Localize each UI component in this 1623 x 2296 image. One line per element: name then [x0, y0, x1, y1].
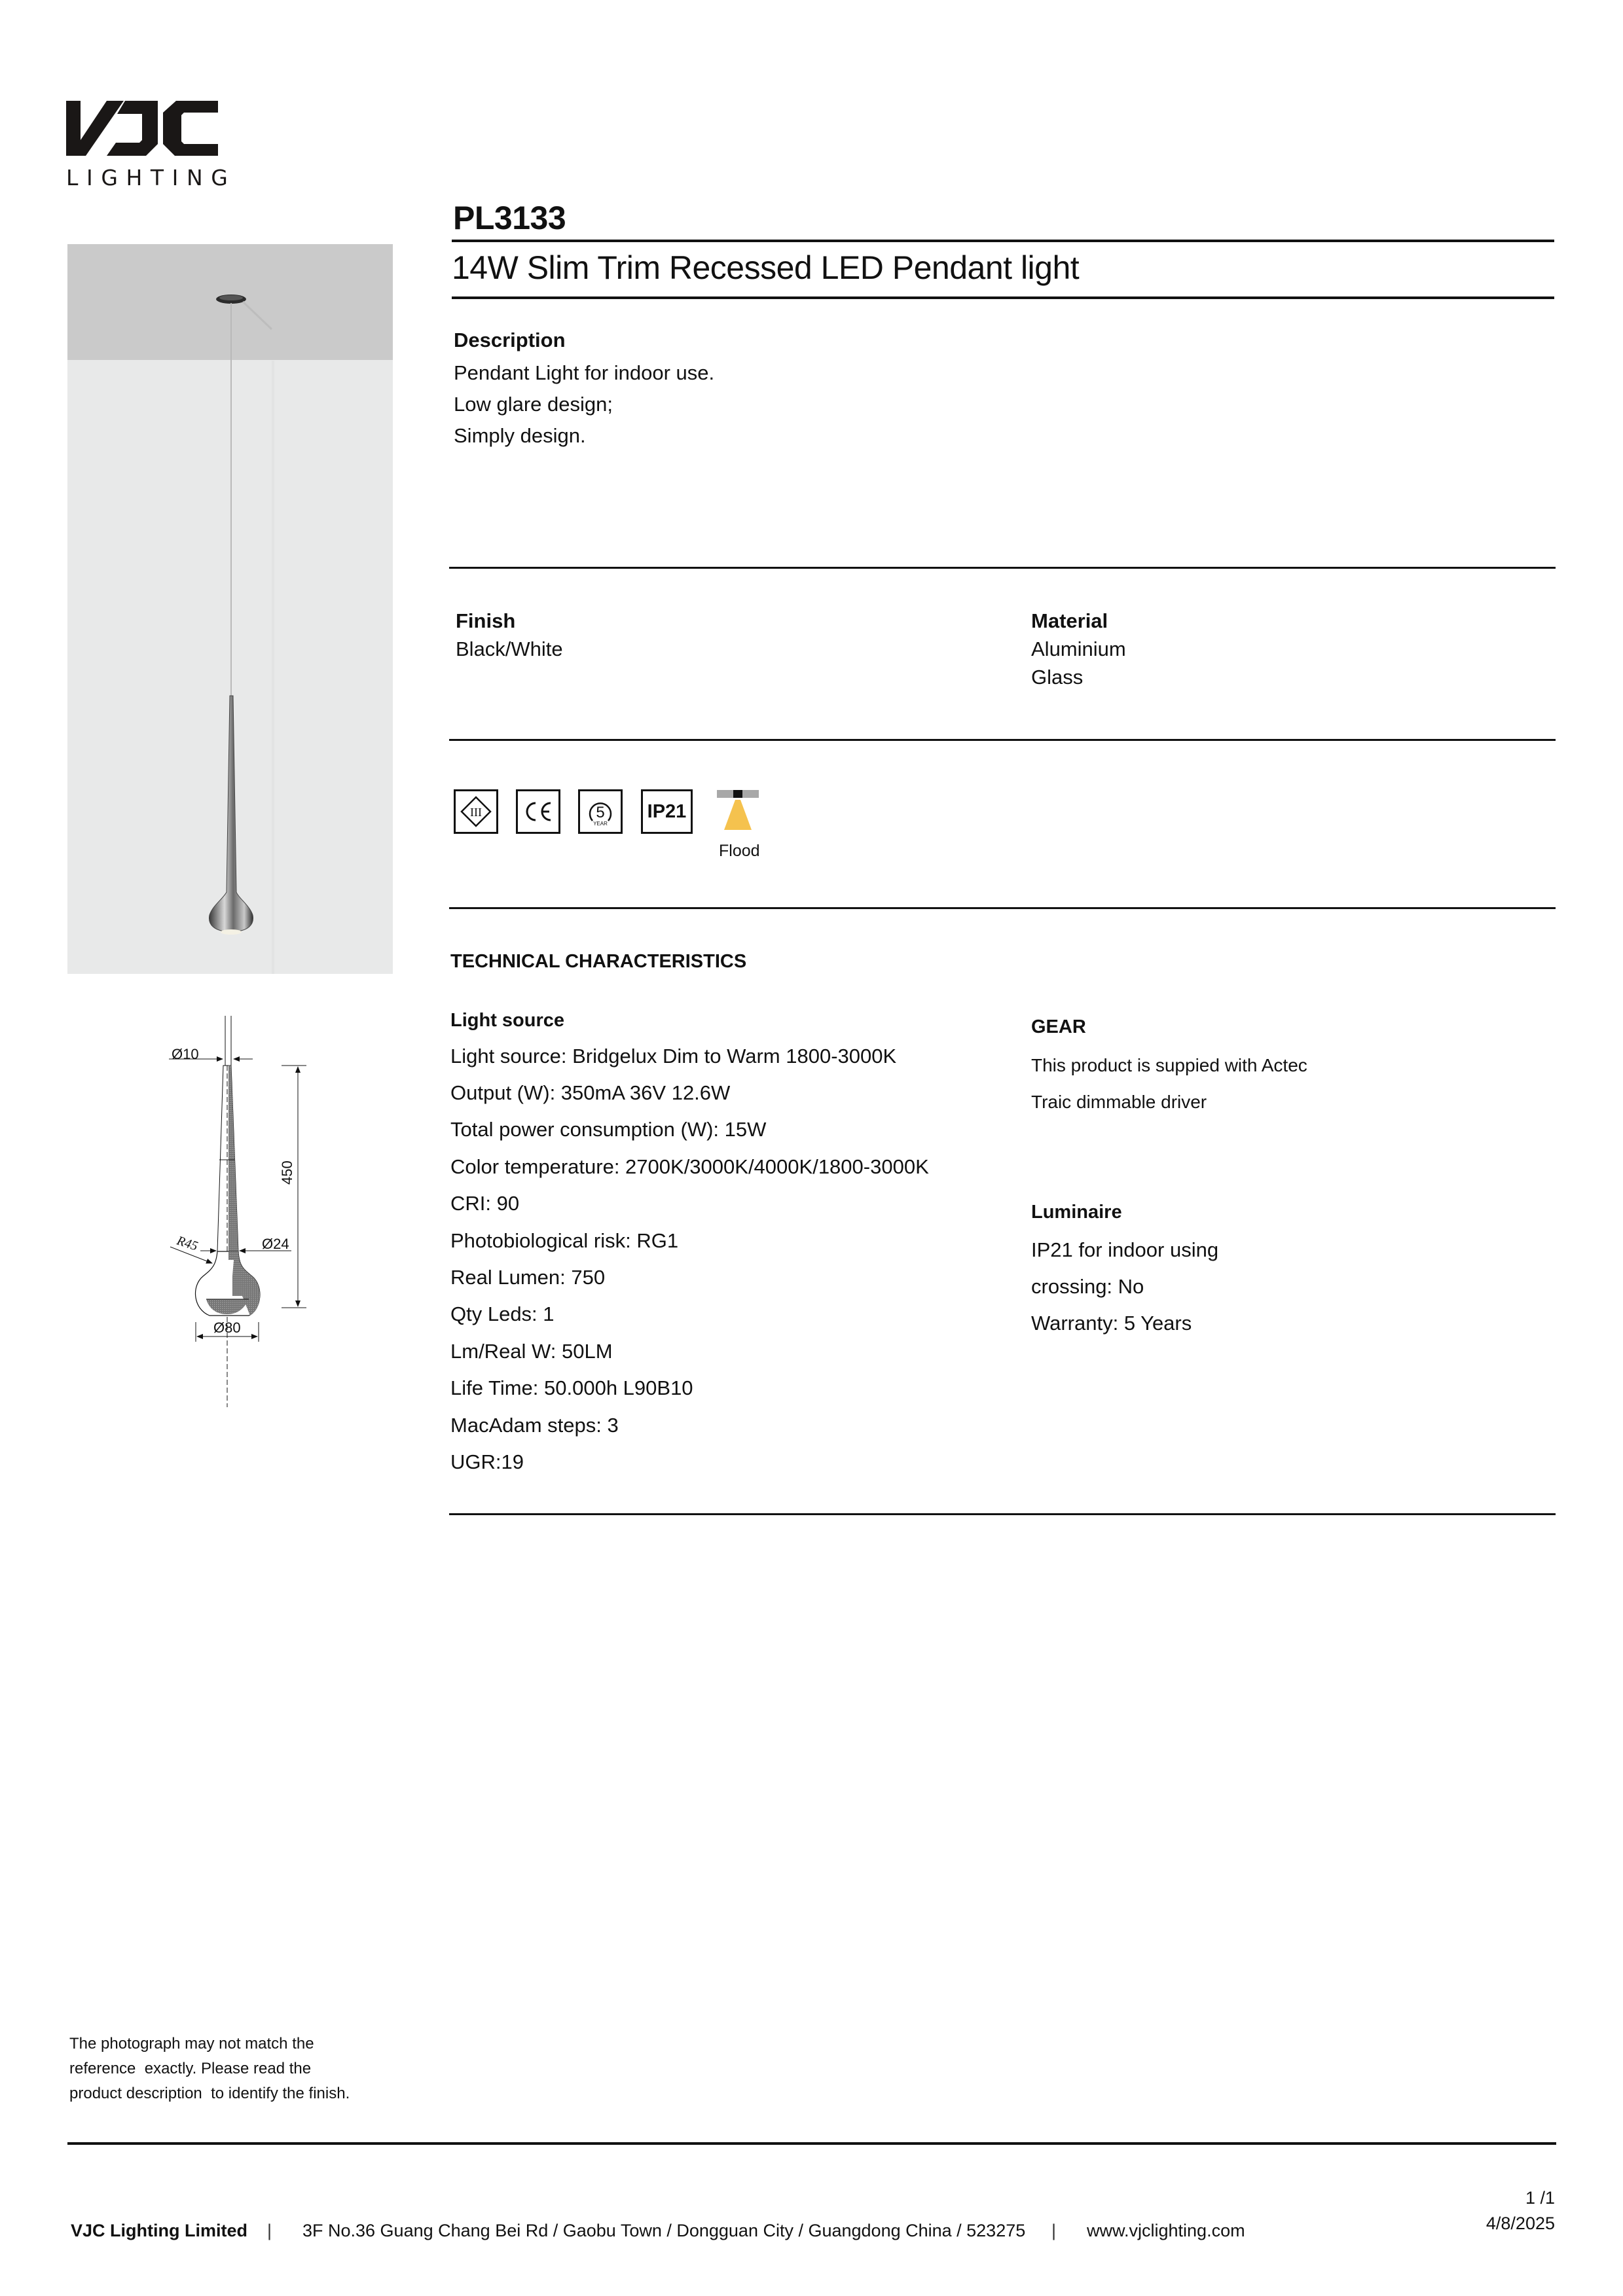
section-divider	[449, 1513, 1556, 1515]
ip21-label: IP21	[647, 800, 687, 822]
product-code: PL3133	[453, 200, 566, 236]
luminaire-heading: Luminaire	[1031, 1202, 1122, 1223]
gear-heading: GEAR	[1031, 1016, 1086, 1037]
spec-item: Photobiological risk: RG1	[450, 1229, 679, 1252]
spec-item: Total power consumption (W): 15W	[450, 1118, 767, 1141]
section-divider	[449, 907, 1556, 909]
description-line: Pendant Light for indoor use.	[454, 361, 715, 384]
finish-value: Black/White	[456, 637, 563, 660]
footer-separator: |	[267, 2221, 272, 2240]
document-date: 4/8/2025	[1486, 2214, 1555, 2233]
footer-separator: |	[1051, 2221, 1057, 2240]
dim-radius: R45	[175, 1233, 200, 1254]
ce-mark-icon	[516, 789, 560, 834]
section-divider	[449, 739, 1556, 741]
product-name: 14W Slim Trim Recessed LED Pendant light	[452, 249, 1080, 286]
footer-company: VJC Lighting Limited	[71, 2221, 247, 2240]
spec-item: CRI: 90	[450, 1192, 520, 1215]
svg-text:YEAR: YEAR	[593, 821, 608, 827]
title-divider-bottom	[452, 296, 1554, 299]
spec-item: Light source: Bridgelux Dim to Warm 1800-3000K	[450, 1045, 897, 1067]
footer-divider	[67, 2142, 1556, 2145]
dim-bottom-diameter: Ø80	[213, 1319, 241, 1336]
gear-item: Traic dimmable driver	[1031, 1092, 1207, 1112]
spec-item: Output (W): 350mA 36V 12.6W	[450, 1081, 731, 1104]
ip21-icon	[641, 789, 693, 834]
luminaire-item: crossing: No	[1031, 1275, 1144, 1298]
luminaire-item: IP21 for indoor using	[1031, 1238, 1219, 1261]
description-line: Simply design.	[454, 424, 586, 447]
dim-top-diameter: Ø10	[172, 1046, 199, 1062]
disclaimer-line: The photograph may not match the	[69, 2035, 314, 2053]
spec-item: Real Lumen: 750	[450, 1266, 606, 1289]
light-source-heading: Light source	[450, 1010, 565, 1031]
dimension-drawing	[157, 1008, 327, 1505]
svg-text:III: III	[470, 806, 482, 819]
material-heading: Material	[1031, 609, 1108, 632]
section-divider	[449, 567, 1556, 569]
svg-text:5: 5	[596, 804, 605, 821]
spec-item: Life Time: 50.000h L90B10	[450, 1376, 693, 1399]
spec-item: Qty Leds: 1	[450, 1302, 555, 1325]
vjc-lighting-logo	[66, 98, 236, 190]
vjc-logo-mark-icon	[66, 98, 218, 158]
footer-address: 3F No.36 Guang Chang Bei Rd / Gaobu Town / Dongguan City / Guangdong China / 523275	[302, 2221, 1026, 2240]
disclaimer-line: reference exactly. Please read the	[69, 2060, 312, 2077]
spec-item: Lm/Real W: 50LM	[450, 1340, 613, 1363]
material-value: Glass	[1031, 666, 1084, 689]
technical-heading: TECHNICAL CHARACTERISTICS	[450, 951, 747, 972]
class-iii-icon	[454, 789, 498, 834]
dim-height: 450	[279, 1160, 295, 1185]
five-year-warranty-icon	[578, 789, 623, 834]
product-photo	[67, 244, 393, 974]
spec-item: UGR:19	[450, 1450, 524, 1473]
flood-label: Flood	[719, 842, 760, 860]
title-divider-top	[452, 240, 1554, 242]
finish-heading: Finish	[456, 609, 516, 632]
flood-beam-icon	[716, 789, 760, 833]
material-value: Aluminium	[1031, 637, 1126, 660]
disclaimer-line: product description to identify the finish.	[69, 2085, 350, 2102]
dim-neck-diameter: Ø24	[262, 1236, 289, 1252]
logo-subtitle: LIGHTING	[66, 165, 236, 190]
spec-item: Color temperature: 2700K/3000K/4000K/1800-3000K	[450, 1155, 929, 1178]
description-heading: Description	[454, 329, 566, 351]
page-number: 1 /1	[1525, 2188, 1555, 2208]
gear-item: This product is suppied with Actec	[1031, 1055, 1307, 1075]
spec-item: MacAdam steps: 3	[450, 1414, 619, 1437]
footer-website-link[interactable]: www.vjclighting.com	[1087, 2221, 1245, 2240]
pendant-photo-illustration	[67, 244, 393, 974]
description-line: Low glare design;	[454, 393, 613, 416]
luminaire-item: Warranty: 5 Years	[1031, 1312, 1192, 1335]
